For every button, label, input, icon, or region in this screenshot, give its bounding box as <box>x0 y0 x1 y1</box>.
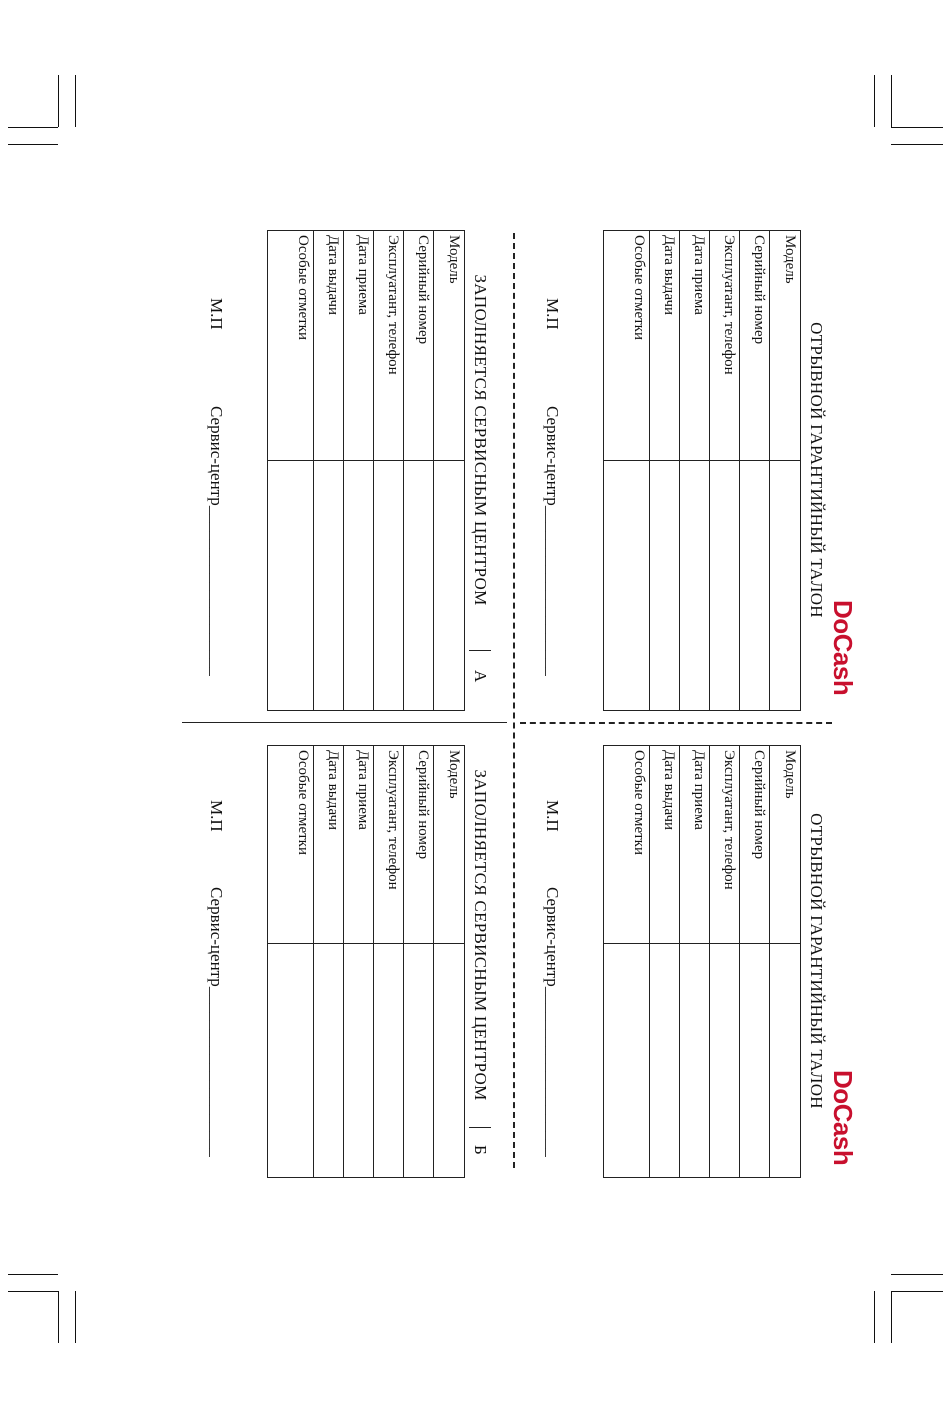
cut-line <box>520 722 832 724</box>
field-label: Серийный номер <box>404 746 434 944</box>
stamp-service-center <box>542 887 562 1157</box>
field-label: Дата приема <box>344 231 374 461</box>
crop-mark <box>891 1274 943 1275</box>
crop-mark <box>8 1291 58 1292</box>
field-label: Дата выдачи <box>650 746 680 944</box>
field-label: Серийный номер <box>404 231 434 461</box>
card-title: ЗАПОЛНЯЕТСЯ СЕРВИСНЫМ ЦЕНТРОМ <box>471 274 490 606</box>
field-label: Серийный номер <box>740 746 770 944</box>
field-value[interactable] <box>680 944 710 1178</box>
field-label: Модель <box>770 746 801 944</box>
service-center-label: Сервис-центр <box>543 406 562 506</box>
crop-mark <box>891 127 943 128</box>
field-value[interactable] <box>770 461 801 711</box>
field-value[interactable] <box>404 944 434 1178</box>
field-label: Дата выдачи <box>650 231 680 461</box>
field-label: Дата выдачи <box>314 231 344 461</box>
field-label: Особые отметки <box>268 746 314 944</box>
field-value[interactable] <box>740 944 770 1178</box>
field-value[interactable] <box>314 944 344 1178</box>
field-label: Эксплуатант, телефон <box>374 746 404 944</box>
field-value[interactable] <box>650 461 680 711</box>
crop-mark <box>75 75 76 127</box>
crop-mark <box>891 75 892 127</box>
field-label: Дата приема <box>344 746 374 944</box>
stamp-mp: М.П <box>543 800 562 832</box>
crop-mark <box>891 1291 892 1343</box>
card-letter: Б <box>471 1145 490 1155</box>
stamp-service-center <box>542 406 562 676</box>
cut-line <box>513 233 515 1168</box>
stamp-mp: М.П <box>207 800 226 832</box>
field-label: Особые отметки <box>604 231 650 461</box>
field-label: Дата выдачи <box>314 746 344 944</box>
crop-mark <box>75 1291 76 1343</box>
field-label: Эксплуатант, телефон <box>710 746 740 944</box>
field-label: Дата приема <box>680 746 710 944</box>
service-center-card-b <box>265 745 495 1177</box>
service-center-line[interactable]: ____________________ <box>543 986 562 1157</box>
field-value[interactable] <box>650 944 680 1178</box>
field-label: Модель <box>770 231 801 461</box>
crop-mark <box>891 1291 943 1292</box>
crop-mark <box>58 75 59 127</box>
field-label: Эксплуатант, телефон <box>710 231 740 461</box>
field-value[interactable] <box>434 461 465 711</box>
service-center-line[interactable]: ____________________ <box>207 505 226 676</box>
field-value[interactable] <box>770 944 801 1178</box>
crop-mark <box>8 1274 58 1275</box>
warranty-form-table <box>603 230 801 711</box>
field-value[interactable] <box>710 461 740 711</box>
field-label: Модель <box>434 231 465 461</box>
service-center-label: Сервис-центр <box>207 887 226 987</box>
field-value[interactable] <box>740 461 770 711</box>
field-value[interactable] <box>344 944 374 1178</box>
field-label: Особые отметки <box>268 231 314 461</box>
field-label: Серийный номер <box>740 231 770 461</box>
stamp-service-center <box>206 887 226 1157</box>
service-center-line[interactable]: ____________________ <box>543 505 562 676</box>
field-value[interactable] <box>710 944 740 1178</box>
crop-mark <box>8 144 58 145</box>
crop-mark <box>8 127 58 128</box>
crop-mark <box>58 1291 59 1343</box>
card-title: ОТРЫВНОЙ ГАРАНТИЙНЫЙ ТАЛОН <box>807 322 826 618</box>
brand-logo: DoCash <box>828 600 858 696</box>
crop-mark <box>891 144 943 145</box>
stamp-mp: М.П <box>207 298 226 330</box>
service-form-table <box>267 745 465 1178</box>
field-label: Модель <box>434 746 465 944</box>
fold-line <box>182 722 507 723</box>
field-value[interactable] <box>268 944 314 1178</box>
card-title: ОТРЫВНОЙ ГАРАНТИЙНЫЙ ТАЛОН <box>807 813 826 1109</box>
service-center-card-a <box>265 230 495 710</box>
field-label: Особые отметки <box>604 746 650 944</box>
card-letter: А <box>471 670 490 683</box>
warranty-form-table <box>603 745 801 1178</box>
service-center-line[interactable]: ____________________ <box>207 986 226 1157</box>
field-label: Дата приема <box>680 231 710 461</box>
stamp-mp: М.П <box>543 298 562 330</box>
service-center-label: Сервис-центр <box>543 887 562 987</box>
field-value[interactable] <box>680 461 710 711</box>
brand-logo: DoCash <box>828 1070 858 1166</box>
service-center-label: Сервис-центр <box>207 406 226 506</box>
field-value[interactable] <box>374 944 404 1178</box>
crop-mark <box>874 75 875 127</box>
field-label: Эксплуатант, телефон <box>374 231 404 461</box>
crop-mark <box>874 1291 875 1343</box>
field-value[interactable] <box>268 461 314 711</box>
tear-off-warranty-card <box>601 745 831 1177</box>
field-value[interactable] <box>344 461 374 711</box>
field-value[interactable] <box>314 461 344 711</box>
service-form-table <box>267 230 465 711</box>
tear-off-warranty-card <box>601 230 831 710</box>
card-title: ЗАПОЛНЯЕТСЯ СЕРВИСНЫМ ЦЕНТРОМ <box>471 769 490 1101</box>
field-value[interactable] <box>604 944 650 1178</box>
field-value[interactable] <box>404 461 434 711</box>
stamp-service-center <box>206 406 226 676</box>
field-value[interactable] <box>434 944 465 1178</box>
field-value[interactable] <box>374 461 404 711</box>
field-value[interactable] <box>604 461 650 711</box>
